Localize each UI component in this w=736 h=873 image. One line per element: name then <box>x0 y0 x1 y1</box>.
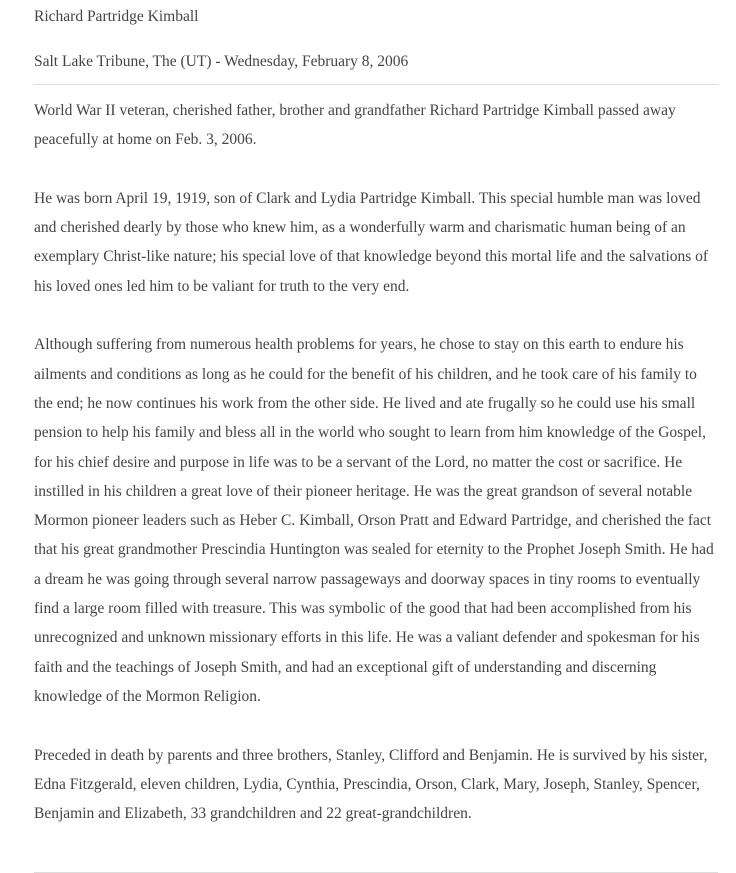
paragraph: World War II veteran, cherished father, brother and grandfather Richard Partridge Kimball passed away peacefully at home on Feb. 3, 2006. <box>34 102 676 149</box>
header-divider <box>34 84 718 85</box>
source-line: Salt Lake Tribune, The (UT) - Wednesday, February 8, 2006 <box>34 53 409 70</box>
paragraph: He was born April 19, 1919, son of Clark and Lydia Partridge Kimball. This special humble man was loved and cherished dearly by those who knew him, as a wonderfully warm and charismatic human being of an exemplary Christ-like nature; his special love of that knowledge beyond this mortal life and the salvations of his loved ones led him to be valiant for truth to the very end. <box>34 189 709 295</box>
paragraph: Preceded in death by parents and three brothers, Stanley, Clifford and Benjamin. He is survived by his sister, Edna Fitzgerald, eleven children, Lydia, Cynthia, Prescindia, Orson, Clark, Mary, Joseph, Stanley, Spencer, Benjamin and Elizabeth, 33 grandchildren and 22 great-grandchildren. <box>34 746 708 823</box>
paragraph: Although suffering from numerous health problems for years, he chose to stay on this earth to endure his ailments and conditions as long as he could for the benefit of his children, and he took care of his family to the end; he now continues his work from the other side. He lived and ate frugally so he could use his small pension to help his family and bless all in the world who sought to learn from him knowledge of the Gospel, for his chief desire and purpose in life was to be a servant of the Lord, no matter the cost or sacrifice. He instilled in his children a great love of their pioneer heritage. He was the great grandson of several notable Mormon pioneer leaders such as Heber C. Kimball, Orson Pratt and Edward Partridge, and cherished the fact that his great grandmother Prescindia Huntington was sealed for eternity to the Prophet Joseph Smith. He had a dream he was going through several narrow passageways and doorway spaces in tiny rooms to eventually find a large room filled with treasure. This was symbolic of the good that had been accomplished from his unrecognized and unknown missionary efforts in this life. He was a valiant defender and spokesman for his faith and the teachings of Joseph Smith, and had an exceptional gift of understanding and discerning knowledge of the Mormon Religion. <box>34 336 714 705</box>
page-title: Richard Partridge Kimball <box>34 8 199 25</box>
article-body <box>34 96 718 858</box>
